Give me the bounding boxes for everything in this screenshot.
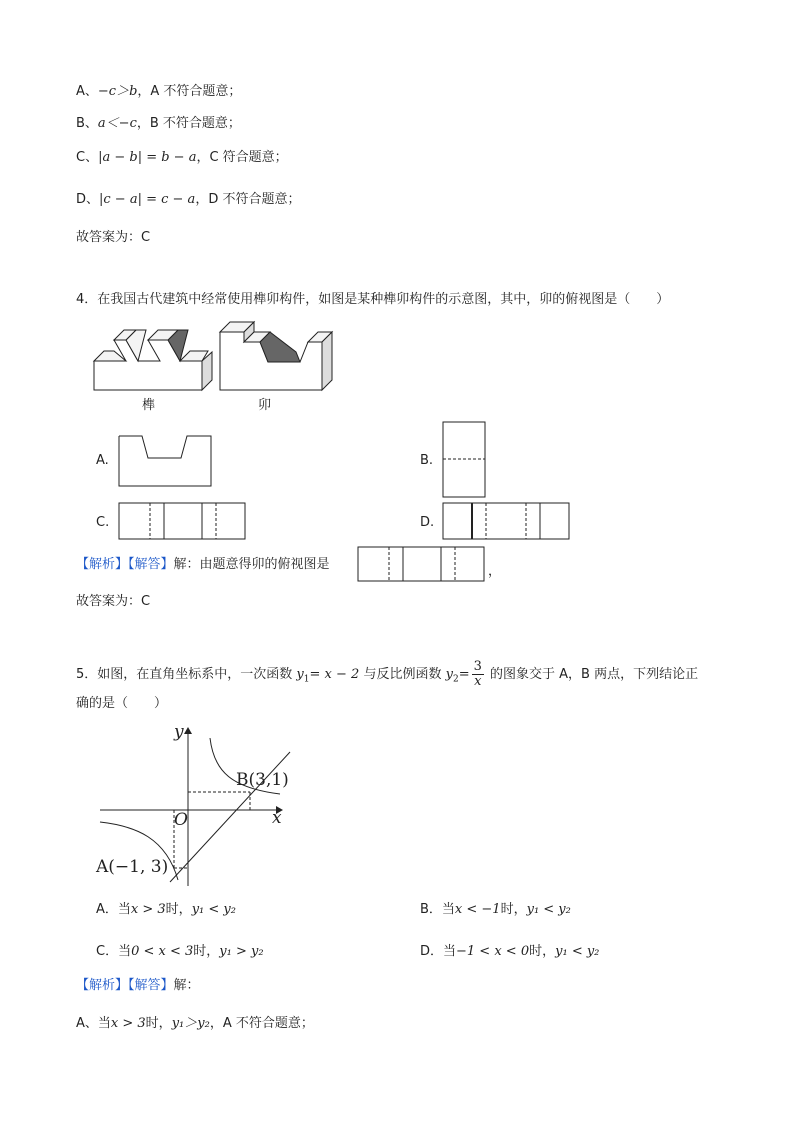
text: ，A 不符合题意； bbox=[209, 1016, 314, 1031]
rel: y₁＞y₂ bbox=[171, 1016, 210, 1031]
q4-stem: 4．在我国古代建筑中经常使用榫卯构件，如图是某种榫卯构件的示意图，其中，卯的俯视图是（ ） bbox=[76, 292, 670, 307]
cond: x > 3 bbox=[130, 902, 166, 917]
analysis-tag: 【解析】 bbox=[76, 557, 129, 572]
cond: 0 < x < 3 bbox=[131, 944, 194, 959]
prev-answer-a bbox=[76, 82, 241, 102]
label: A、当 bbox=[76, 1016, 111, 1031]
tenon-drawing bbox=[94, 330, 212, 390]
label: B、 bbox=[76, 116, 98, 131]
label: D、 bbox=[76, 192, 100, 207]
q5-stem-line1 bbox=[76, 660, 698, 690]
text: ，D 不符合题意； bbox=[195, 192, 301, 207]
q5-option-b[interactable] bbox=[420, 898, 571, 917]
q4-option-c-figure[interactable] bbox=[118, 502, 248, 542]
cond: −1 < x < 0 bbox=[456, 944, 530, 959]
label: A、 bbox=[76, 84, 98, 99]
mortise-drawing bbox=[220, 322, 332, 390]
y2-equals: = bbox=[458, 667, 470, 682]
label: C．当 bbox=[96, 944, 132, 959]
math: |c − a| = c − a bbox=[99, 192, 196, 207]
graph-y-label: y bbox=[174, 722, 184, 742]
prev-answer-c bbox=[76, 148, 288, 168]
q5-analysis bbox=[76, 976, 200, 996]
y2-symbol: $y_2$ bbox=[445, 667, 459, 685]
prev-answer-b bbox=[76, 114, 241, 134]
label: D．当 bbox=[420, 944, 457, 959]
q4-option-d-label[interactable]: D. bbox=[420, 515, 435, 530]
graph-point-b-label: B(3,1) bbox=[236, 770, 289, 790]
text: ，B 不符合题意； bbox=[136, 116, 241, 131]
fraction-3-over-x bbox=[472, 660, 484, 689]
label: B．当 bbox=[420, 902, 455, 917]
cond: x < −1 bbox=[454, 902, 501, 917]
graph-point-a-label: A(−1, 3) bbox=[96, 857, 169, 877]
analysis-text: 解： bbox=[173, 978, 200, 993]
rel: y₁ < y₂ bbox=[191, 902, 236, 917]
stem-part: 的图象交于 A，B 两点，下列结论正 bbox=[490, 667, 699, 682]
text: ，A 不符合题意； bbox=[137, 84, 242, 99]
math: |a − b| = b − a bbox=[98, 150, 197, 165]
q4-option-b-figure[interactable] bbox=[442, 421, 488, 499]
q4-option-a-figure[interactable] bbox=[118, 433, 212, 487]
q4-option-c-label[interactable]: C. bbox=[96, 515, 110, 530]
cond: x > 3 bbox=[110, 1016, 146, 1031]
math: −c＞b bbox=[97, 84, 138, 99]
analysis-tag: 【解析】 bbox=[76, 978, 129, 993]
math: a＜−c bbox=[97, 116, 137, 131]
label-mortise: 卯 bbox=[258, 398, 272, 413]
numerator: 3 bbox=[473, 659, 482, 674]
label: C、 bbox=[76, 150, 99, 165]
rel: y₁ > y₂ bbox=[219, 944, 264, 959]
graph-x-label: x bbox=[272, 808, 282, 828]
q4-option-d-figure[interactable] bbox=[442, 502, 572, 542]
q4-conclusion: 故答案为：C bbox=[76, 594, 151, 609]
q5-option-a[interactable] bbox=[96, 898, 236, 917]
q4-analysis-figure bbox=[357, 546, 487, 584]
mid: 时， bbox=[193, 944, 220, 959]
prev-conclusion: 故答案为：C bbox=[76, 230, 151, 245]
y1-symbol: $y_1$ bbox=[296, 667, 310, 685]
q5-stem-line2: 确的是（ ） bbox=[76, 696, 168, 711]
mid: 时， bbox=[500, 902, 527, 917]
text: ，C 符合题意； bbox=[196, 150, 288, 165]
label-tenon: 榫 bbox=[142, 398, 156, 413]
answer-tag: 【解答】 bbox=[128, 557, 174, 572]
q4-option-b-label[interactable]: B. bbox=[420, 453, 434, 468]
q4-analysis bbox=[76, 555, 330, 575]
rel: y₁ < y₂ bbox=[555, 944, 600, 959]
rel: y₁ < y₂ bbox=[526, 902, 571, 917]
y1-equation: = x − 2 bbox=[309, 667, 360, 682]
mid: 时， bbox=[529, 944, 556, 959]
denominator: x bbox=[474, 674, 482, 689]
mid: 时， bbox=[165, 902, 192, 917]
q5-answer-a bbox=[76, 1014, 314, 1034]
q4-analysis-tail: ， bbox=[488, 564, 502, 579]
q4-option-a-label[interactable]: A. bbox=[96, 453, 109, 468]
graph-origin-label: O bbox=[174, 810, 188, 830]
prev-answer-d bbox=[76, 190, 300, 210]
answer-tag: 【解答】 bbox=[128, 978, 174, 993]
q5-option-c[interactable] bbox=[96, 940, 264, 959]
q4-figure bbox=[90, 318, 340, 398]
label: A．当 bbox=[96, 902, 131, 917]
stem-part: 5．如图，在直角坐标系中，一次函数 bbox=[76, 667, 293, 682]
analysis-text: 解：由题意得卯的俯视图是 bbox=[173, 557, 330, 572]
mid: 时， bbox=[145, 1016, 172, 1031]
stem-part: 与反比例函数 bbox=[363, 667, 442, 682]
q5-option-d[interactable] bbox=[420, 940, 599, 959]
